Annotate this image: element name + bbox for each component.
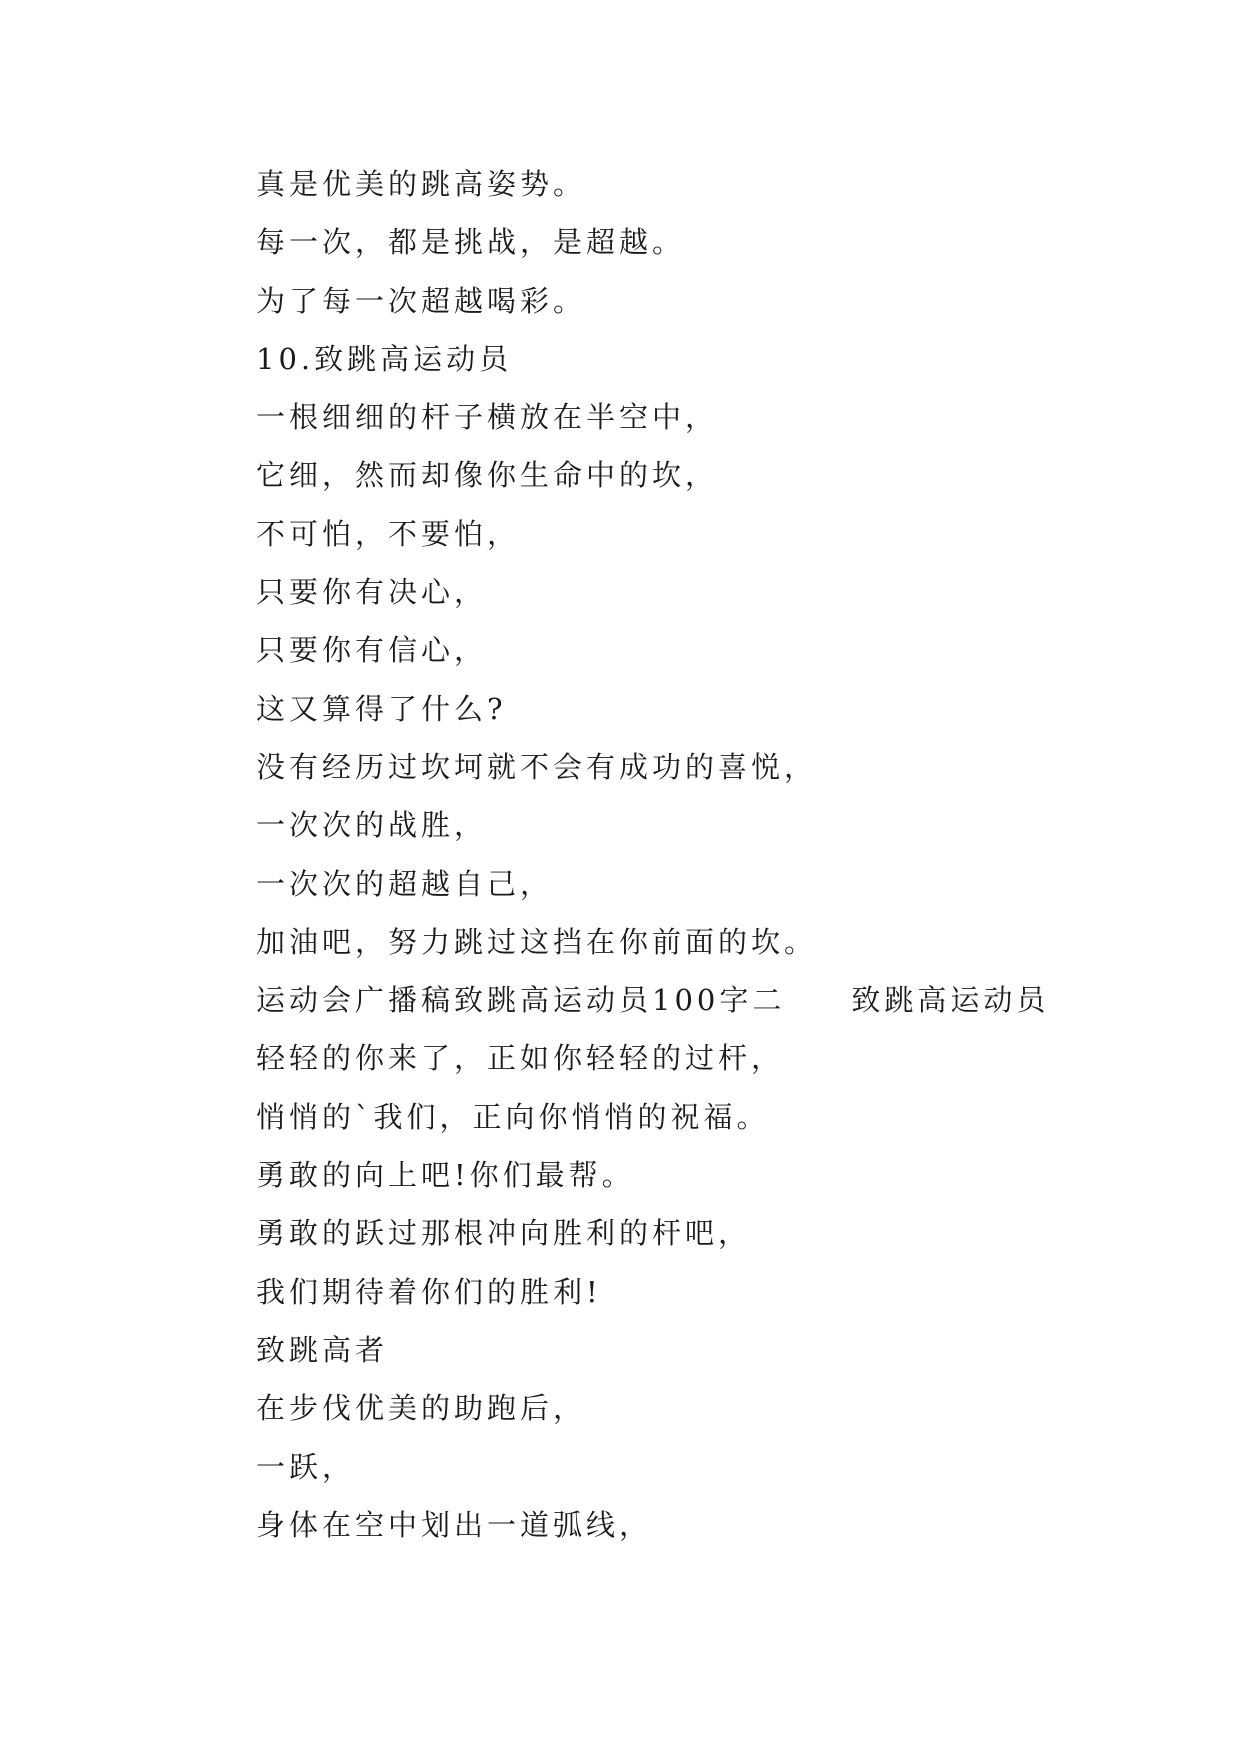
text-line: 每一次，都是挑战，是超越。: [256, 225, 686, 260]
text-line: 勇敢的跃过那根冲向胜利的杆吧，: [256, 1216, 752, 1251]
text-line: 真是优美的跳高姿势。: [256, 167, 587, 201]
text-line: 我们期待着你们的胜利!: [256, 1274, 602, 1309]
text-line: 轻轻的你来了，正如你轻轻的过杆，: [256, 1041, 785, 1076]
text-line: 为了每一次超越喝彩。: [256, 283, 587, 318]
text-line: 它细，然而却像你生命中的坎，: [256, 458, 719, 493]
section-heading: 致跳高者: [256, 1332, 389, 1367]
text-line: 只要你有信心，: [256, 633, 488, 668]
text-line: 只要你有决心，: [256, 575, 488, 610]
text-line: 身体在空中划出一道弧线，: [256, 1507, 653, 1542]
section-heading: 运动会广播稿致跳高运动员100字二 致跳高运动员: [256, 983, 1050, 1018]
text-line: 勇敢的向上吧!你们最帮。: [256, 1158, 635, 1193]
text-line: 在步伐优美的助跑后，: [256, 1391, 587, 1426]
text-line: 一次次的战胜，: [256, 808, 488, 843]
text-line: 一次次的超越自己，: [256, 866, 554, 901]
text-line: 一跃，: [256, 1449, 356, 1484]
text-line: 加油吧，努力跳过这挡在你前面的坎。: [256, 924, 818, 959]
text-line: 这又算得了什么?: [256, 691, 507, 726]
document-body: [256, 155, 1116, 1554]
text-line: 悄悄的`我们，正向你悄悄的祝福。: [256, 1099, 770, 1134]
text-line: 没有经历过坎坷就不会有成功的喜悦，: [256, 749, 818, 784]
text-line: 一根细细的杆子横放在半空中，: [256, 400, 719, 435]
section-heading: 10.致跳高运动员: [256, 341, 513, 376]
text-line: 不可怕，不要怕，: [256, 516, 521, 551]
